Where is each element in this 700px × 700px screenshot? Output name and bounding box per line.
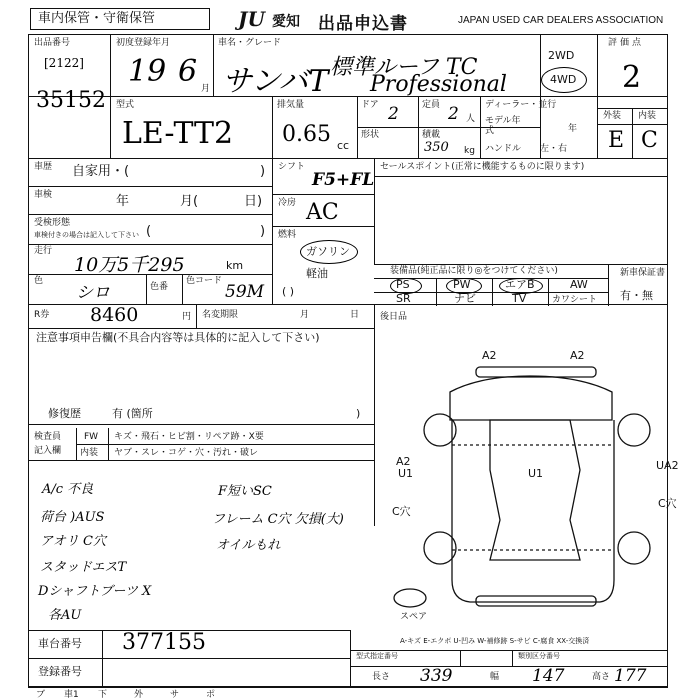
name-change-month: 月 [300, 310, 310, 320]
accept-note: 車検付きの場合は記入して下さい [34, 231, 139, 239]
inspector-fw: FW [84, 432, 99, 442]
load-unit: kg [464, 146, 475, 156]
damage-mark-a2-3: A2 [396, 455, 411, 468]
recycle-label: R券 [34, 310, 50, 320]
history-value: 自家用・( [72, 164, 130, 179]
lot-label: 出品番号 [34, 38, 71, 48]
color-number-label: 色番 [150, 282, 169, 292]
form-title: 出品申込書 [318, 14, 408, 34]
inspector-label-2: 記入欄 [34, 446, 62, 456]
damage-mark-a2-2: A2 [570, 349, 585, 362]
damage-mark-a2-1: A2 [482, 349, 497, 362]
car-name-value: サンバT [222, 64, 329, 99]
exterior-grade: E [608, 128, 625, 153]
inspector-line1: キズ・飛石・ヒビ割・リペア跡・X要 [114, 432, 264, 442]
registration-year: 19 [128, 54, 167, 89]
damage-mark-c-hole-2: C穴 [658, 497, 677, 510]
chassis-number: 377155 [122, 630, 206, 655]
accept-label: 受検形態 [34, 218, 71, 228]
name-change-day: 日 [350, 310, 360, 320]
model-year-label: モデル年式 [485, 116, 521, 136]
storage-label: 車内保管・守衛保管 [38, 11, 156, 26]
sales-point-label: セールスポイント(正常に機能するものに限ります) [380, 162, 585, 172]
repair-label: 修復歴 [48, 407, 81, 420]
equip-aw: AW [570, 278, 588, 291]
load-value: 350 [424, 140, 449, 155]
height-value: 177 [614, 666, 647, 686]
car-name-label: 車名・グレード [218, 38, 282, 48]
lot-number: 35152 [36, 88, 106, 113]
model-year-unit: 年 [568, 124, 578, 134]
inspector-label-1: 検査員 [34, 432, 62, 442]
spec-ref-label: 型式指定番号 [356, 652, 398, 660]
legend-text: A-キズ E-エクボ U-凹み W-補修跡 S-サビ C-腐食 XX-交換済 [400, 637, 590, 645]
fuel-paren: ( ) [282, 285, 295, 298]
width-label: 幅 [490, 672, 500, 682]
interior-grade: C [641, 128, 658, 153]
height-label: 高さ [592, 672, 611, 682]
note-right-1: F短いSC [218, 484, 272, 499]
displacement-value: 0.65 [282, 122, 331, 147]
category-ref-label: 類別区分番号 [518, 652, 560, 660]
car-grade-line1: 標準ルーフ TC [330, 55, 478, 80]
equip-navi: ナビ [454, 292, 476, 305]
note-right-3: オイルもれ [216, 538, 281, 553]
interior-label: 内装 [638, 111, 657, 121]
inspector-line2: ヤブ・スレ・コゲ・穴・汚れ・破レ [114, 448, 259, 458]
registration-month-unit: 月 [201, 84, 211, 94]
displacement-label: 排気量 [277, 100, 305, 110]
name-change-label: 名変期限 [202, 310, 239, 320]
bottom-cell-3: 下 [98, 690, 108, 700]
body-shape-label: 形状 [361, 130, 380, 140]
bottom-cell-5: サ [170, 690, 180, 700]
accept-open: ( [146, 224, 152, 239]
bottom-cell-1: ブ [36, 690, 46, 700]
history-label: 車歴 [34, 162, 53, 172]
doors-label: ドア [361, 100, 379, 110]
repair-close: ) [356, 407, 361, 420]
color-code-label: 色コード [186, 276, 223, 286]
mileage-label: 走行 [34, 246, 53, 256]
aircon-value: AC [306, 200, 339, 225]
color-value: シロ [76, 283, 110, 303]
shift-label: シフト [278, 162, 306, 172]
inspector-inner: 内装 [80, 448, 99, 458]
car-grade-line2: Professional [370, 72, 507, 97]
width-value: 147 [532, 666, 565, 686]
recycle-value: 8460 [90, 304, 139, 326]
capacity-label: 定員 [422, 100, 441, 110]
history-close: ) [260, 164, 266, 179]
equip-tv: TV [512, 292, 527, 305]
equip-sr: SR [396, 292, 411, 305]
bottom-cell-4: 外 [134, 690, 144, 700]
registration-month: 6 [178, 54, 198, 89]
damage-mark-c-hole-1: C穴 [392, 505, 411, 518]
capacity-value: 2 [448, 104, 459, 124]
dealer-label: ディーラー・並行 [485, 100, 557, 110]
note-5: Dシャフトブーツ X [38, 584, 152, 599]
length-label: 長さ [372, 672, 391, 682]
displacement-unit: cc [337, 139, 350, 152]
note-right-2: フレーム C穴 欠損(大) [212, 512, 344, 527]
repair-value: 有 (箇所 [112, 407, 153, 420]
model-value: LE-TT2 [122, 116, 234, 151]
note-6: 各AU [48, 608, 82, 623]
equip-leather-seat: カワシート [552, 295, 598, 305]
bottom-cell-6: ポ [206, 690, 216, 700]
fuel-label: 燃料 [278, 230, 297, 240]
exterior-label: 外装 [603, 111, 622, 121]
inspection-day: 日) [244, 194, 263, 209]
bottom-cell-2: 車1 [64, 690, 79, 700]
handle-options: 左・右 [540, 144, 568, 154]
back-note-label: 後日品 [380, 312, 408, 322]
length-value: 339 [420, 666, 453, 686]
inspection-month: 月( [180, 194, 199, 209]
warranty-label: 新車保証書 [620, 268, 666, 278]
damage-mark-u1-2: U1 [528, 467, 544, 480]
note-4: スタッドエスT [40, 560, 127, 575]
note-3: アオリ C穴 [40, 534, 106, 549]
equipment-label: 装備品(純正品に限り◎をつけてください) [390, 266, 558, 276]
equip-pw: PW [453, 278, 471, 291]
doors-value: 2 [388, 104, 399, 124]
lot-sub-number: [2122] [44, 56, 84, 70]
damage-mark-u1-1: U1 [398, 467, 414, 480]
shift-value: F5+FL [312, 170, 375, 190]
association-name: JAPAN USED CAR DEALERS ASSOCIATION [458, 15, 664, 26]
reg-number-label: 登録番号 [38, 665, 82, 678]
evaluation-score: 2 [622, 60, 642, 95]
damage-mark-ua2: UA2 [656, 459, 679, 472]
fuel-gasoline: ガソリン [306, 245, 350, 258]
warranty-options: 有・無 [620, 289, 653, 302]
model-label: 型式 [116, 100, 135, 110]
equip-ps: PS [396, 278, 410, 291]
chassis-label: 車台番号 [38, 637, 82, 650]
inspection-year: 年 [116, 194, 130, 209]
drive-2wd: 2WD [548, 49, 575, 62]
org-name: 愛知 [272, 14, 300, 30]
capacity-unit: 人 [466, 114, 476, 124]
drive-4wd: 4WD [550, 73, 577, 86]
registration-label: 初度登録年月 [116, 38, 171, 48]
recycle-unit: 円 [182, 312, 192, 322]
mileage-unit: km [226, 259, 244, 272]
handle-label: ハンドル [485, 144, 522, 154]
color-code: 59M [225, 282, 265, 302]
equip-airbag: エアB [505, 278, 535, 291]
load-label: 積載 [422, 130, 441, 140]
spare-label: スペア [400, 612, 428, 622]
color-label: 色 [34, 276, 44, 286]
ju-logo: JU [238, 7, 265, 31]
fuel-diesel: 軽油 [306, 267, 328, 280]
inspection-label: 車検 [34, 190, 53, 200]
aircon-label: 冷房 [278, 198, 297, 208]
accept-close: ) [260, 224, 266, 239]
attention-label: 注意事項申告欄(不具合内容等は具体的に記入して下さい) [36, 331, 320, 344]
mileage-value: 10万5千295 [74, 254, 185, 276]
note-1: A/c 不良 [42, 482, 94, 497]
evaluation-label: 評価点 [608, 38, 645, 48]
note-2: 荷台 )AUS [40, 510, 105, 525]
